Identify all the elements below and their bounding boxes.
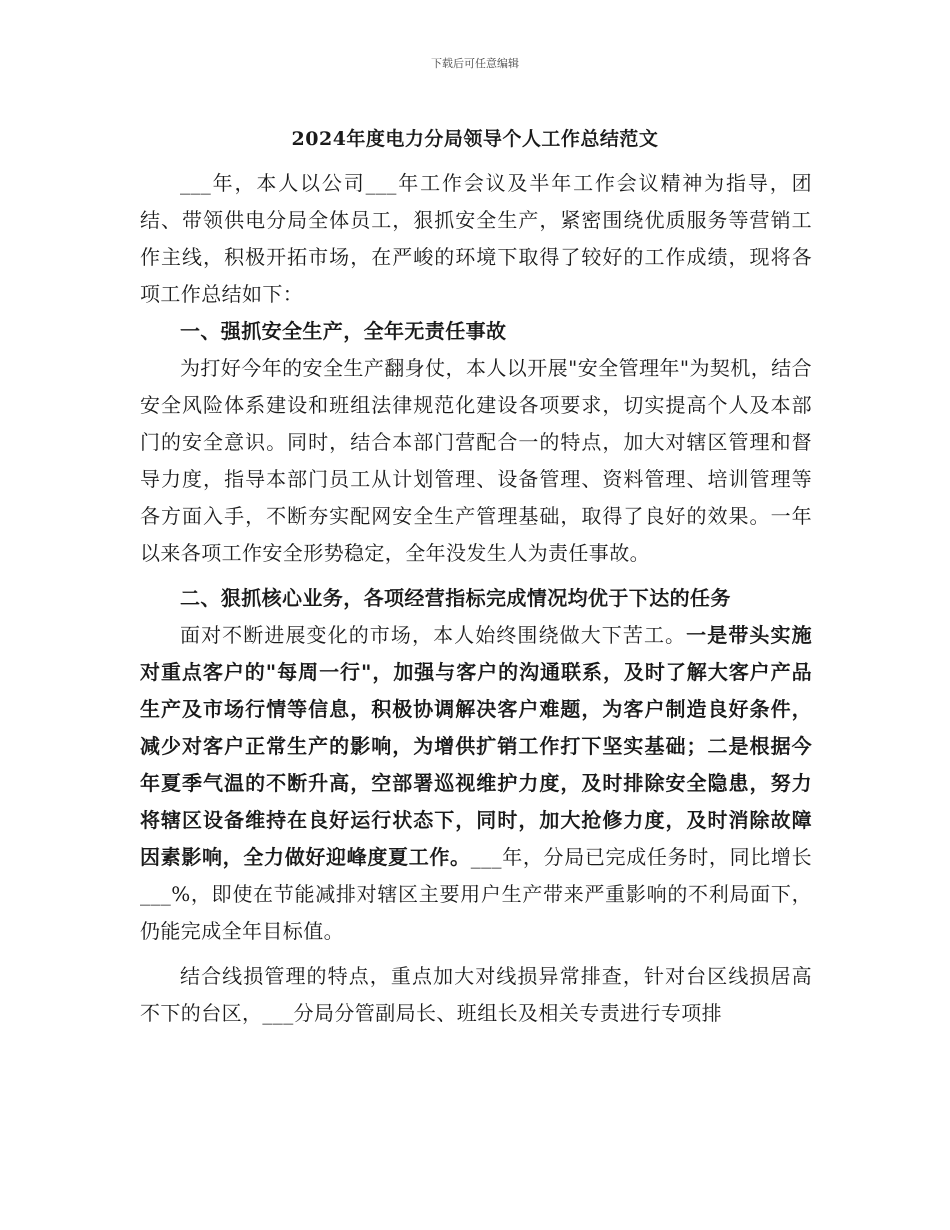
section-2-paragraph-2: 结合线损管理的特点，重点加大对线损异常排查，针对台区线损居高不下的台区，___分局分管副局长、班组长及相关专责进行专项排 [140,964,812,1025]
section-2-text-end: ___年，分局已完成任务时，同比增长___%，即使在节能减排对辖区主要用户生产带来严重影响的不利局面下，仍能完成全年目标值。 [140,845,812,943]
section-2-heading: 二、狠抓核心业务，各项经营指标完成情况均优于下达的任务 [180,586,731,610]
document-title: 2024年度电力分局领导个人工作总结范文 [291,128,659,150]
section-2-text-bold: 一是带头实施对重点客户的"每周一行"，加强与客户的沟通联系，及时了解大客户产品生产及市场行情等信息，积极协调解决客户难题，为客户制造良好条件，减少对客户正常生产的影响，为增供扩销工作打下坚实基础；二是根据今年夏季气温的不断升高，空部署巡视维护力度，及时排除安全隐患，努力将辖区设备维持在良好运行状态下，同时，加大抢修力度，及时消除故障因素影响，全力做好迎峰度夏工作。 [140,623,812,869]
section-1-heading: 一、强抓安全生产，全年无责任事故 [180,319,507,343]
document-body [140,165,812,1032]
header-note: 下载后可任意编辑 [431,57,519,70]
intro-paragraph: ___年，本人以公司___年工作会议及半年工作会议精神为指导，团结、带领供电分局全体员工，狠抓安全生产，紧密围绕优质服务等营销工作主线，积极开拓市场，在严峻的环境下取得了较好的工作成绩，现将各项工作总结如下： [140,171,812,306]
section-2-paragraph [140,617,812,950]
section-2-text-start: 面对不断进展变化的市场，本人始终围绕做大下苦工。 [180,623,687,647]
section-1-paragraph: 为打好今年的安全生产翻身仗，本人以开展"安全管理年"为契机，结合安全风险体系建设和班组法律规范化建设各项要求，切实提高个人及本部门的安全意识。同时，结合本部门营配合一的特点，加大对辖区管理和督导力度，指导本部门员工从计划管理、设备管理、资料管理、培训管理等各方面入手，不断夯实配网安全生产管理基础，取得了良好的效果。一年以来各项工作安全形势稳定，全年没发生人为责任事故。 [140,356,812,565]
